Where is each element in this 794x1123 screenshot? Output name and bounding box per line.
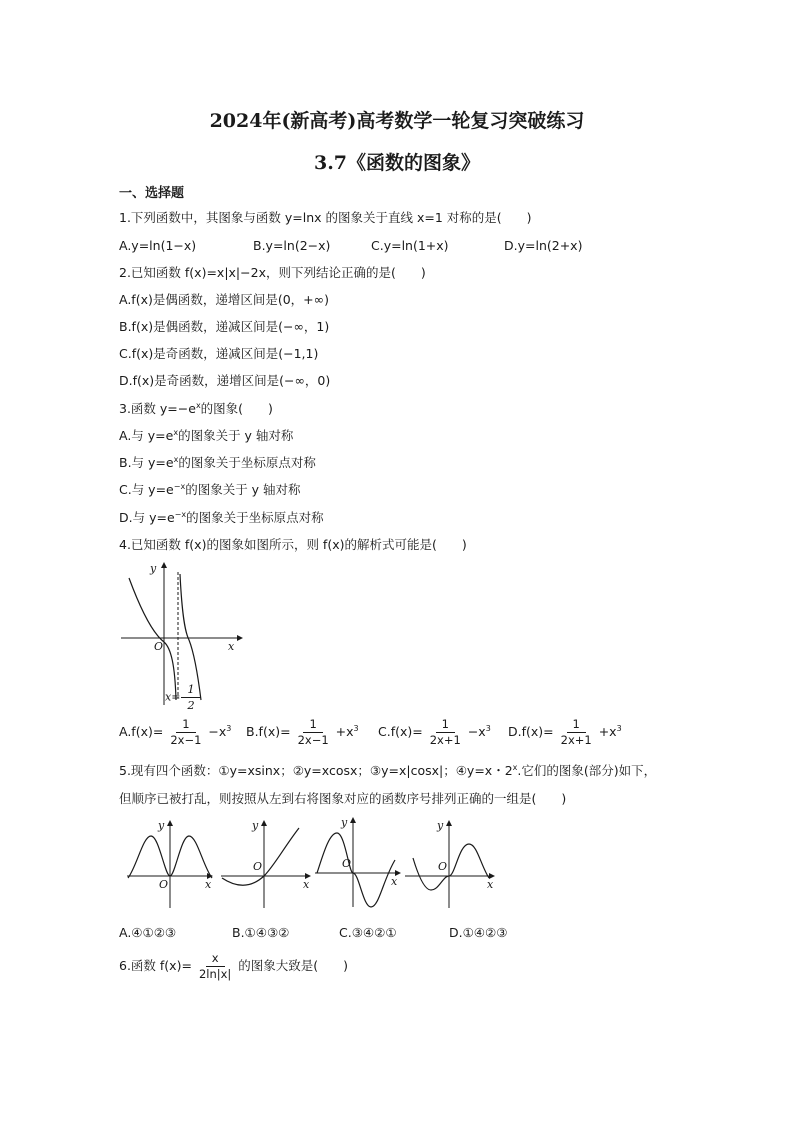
svg-text:y: y (158, 819, 165, 832)
svg-text:y: y (252, 819, 259, 832)
q4-option-b: B.f(x)= $\frac{1}{2x-1}$ $+x^3$ (246, 717, 359, 747)
svg-text:x: x (391, 875, 398, 888)
q5-option-b: B.①④③② (232, 925, 290, 940)
q4-option-c: C.f(x)= $\frac{1}{2x+1}$ $-x^3$ (378, 717, 491, 747)
svg-text:O: O (438, 860, 448, 873)
svg-text:x: x (205, 878, 212, 891)
q1-option-c: C.y=ln(1+x) (371, 238, 449, 253)
svg-text:y: y (437, 819, 444, 832)
svg-text:y: y (150, 562, 157, 575)
q1-option-d: D.y=ln(2+x) (504, 238, 583, 253)
q2-option-b: B.f(x)是偶函数，递减区间是(−∞，1) (119, 319, 330, 334)
svg-text:O: O (154, 640, 164, 653)
svg-text:O: O (342, 857, 352, 870)
q4-asymptote-label: x= $\frac{1}{2}$ (165, 683, 202, 712)
svg-text:x: x (487, 878, 494, 891)
svg-text:O: O (159, 878, 169, 891)
page-subtitle: 3.7《函数的图象》 (313, 152, 481, 174)
q5-graph-1 (125, 818, 215, 910)
q5-option-a: A.④①②③ (119, 925, 177, 940)
q1-stem: 1.下列函数中，其图象与函数 y=lnx 的图象关于直线 x=1 对称的是( ) (119, 210, 532, 225)
q3-option-b: B.与 $y=e^x$的图象关于坐标原点对称 (119, 454, 316, 470)
q5-graph-3 (313, 815, 403, 910)
page-title: 2024年(新高考)高考数学一轮复习突破练习 (209, 110, 585, 132)
svg-text:x: x (303, 878, 310, 891)
q2-option-c: C.f(x)是奇函数，递减区间是(−1,1) (119, 346, 319, 361)
q1-option-b: B.y=ln(2−x) (253, 238, 331, 253)
q2-option-a: A.f(x)是偶函数，递增区间是(0，+∞) (119, 292, 329, 307)
svg-text:x: x (228, 640, 235, 653)
q5-stem-line2: 但顺序已被打乱，则按照从左到右将图象对应的函数序号排列正确的一组是( ) (119, 791, 567, 806)
q4-option-d: D.f(x)= $\frac{1}{2x+1}$ $+x^3$ (508, 717, 622, 747)
q3-stem: 3.函数 $y=-e^x$的图象( ) (119, 400, 273, 416)
q6-stem: 6.函数 f(x)= $\frac{x}{2\ln|x|}$ 的图象大致是( ) (119, 951, 349, 981)
section-heading: 一、选择题 (119, 186, 185, 201)
q2-option-d: D.f(x)是奇函数，递增区间是(−∞，0) (119, 373, 331, 388)
q5-graph-4 (403, 818, 498, 910)
q2-stem: 2.已知函数 f(x)=x|x|−2x，则下列结论正确的是( ) (119, 265, 426, 280)
svg-text:O: O (253, 860, 263, 873)
q4-stem: 4.已知函数 f(x)的图象如图所示，则 f(x)的解析式可能是( ) (119, 537, 467, 552)
q3-option-a: A.与 $y=e^x$的图象关于 y 轴对称 (119, 427, 294, 443)
q1-option-a: A.y=ln(1−x) (119, 238, 197, 253)
q3-option-c: C.与 $y=e^{-x}$的图象关于 y 轴对称 (119, 481, 301, 497)
q4-option-a: A.f(x)= $\frac{1}{2x-1}$ $-x^3$ (119, 717, 232, 747)
q5-option-c: C.③④②① (339, 925, 397, 940)
svg-text:y: y (341, 816, 348, 829)
q5-stem-line1: 5.现有四个函数：①y=xsinx；②y=xcosx；③y=x|cosx|；④y=x・2$^x$.它们的图象(部分)如下， (119, 762, 657, 778)
q3-option-d: D.与 $y=e^{-x}$的图象关于坐标原点对称 (119, 509, 324, 525)
q5-graph-2 (219, 818, 314, 910)
q5-option-d: D.①④②③ (449, 925, 508, 940)
